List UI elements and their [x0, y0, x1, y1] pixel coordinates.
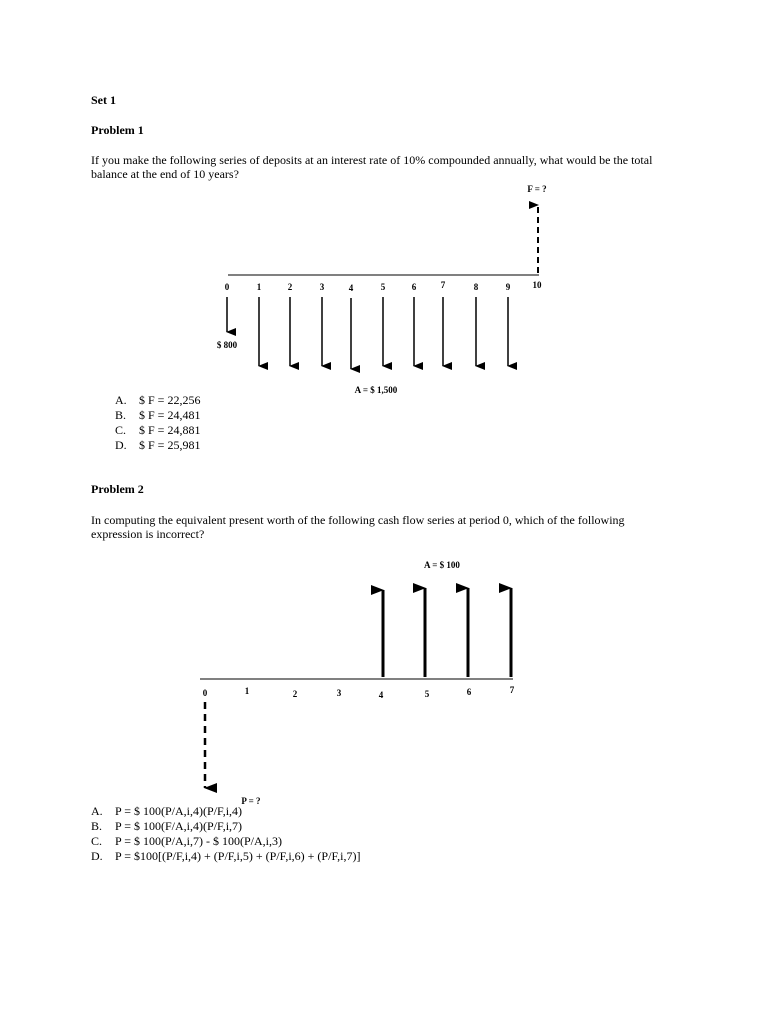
- set-title: Set 1: [91, 93, 116, 107]
- period-label: 4: [348, 283, 354, 293]
- period-label: 6: [411, 282, 417, 292]
- problem-2-options: [91, 804, 360, 864]
- problem-2-question: In computing the equivalent present worth of the following cash flow series at period 0, which of the following expression is incorrect?: [91, 513, 625, 541]
- problem-1-question: If you make the following series of deposits at an interest rate of 10% compounded annually, what would be the total balance at the end of 10 years?: [91, 153, 653, 181]
- period-label: 0: [202, 688, 208, 698]
- problem-2-cash-flow-diagram: [0, 550, 768, 810]
- option-d[interactable]: D. $ F = 25,981: [115, 438, 201, 452]
- present-worth-label: P = ?: [241, 796, 261, 806]
- period-label: 8: [473, 282, 479, 292]
- option-c[interactable]: C. $ F = 24,881: [115, 423, 201, 437]
- annuity-label: A = $ 100: [424, 560, 460, 570]
- period-label: 3: [336, 688, 342, 698]
- period-label: 9: [505, 282, 511, 292]
- option-b[interactable]: B. P = $ 100(F/A,i,4)(P/F,i,7): [91, 819, 243, 833]
- option-c[interactable]: C. P = $ 100(P/A,i,7) - $ 100(P/A,i,3): [91, 834, 282, 848]
- initial-deposit-label: $ 800: [216, 340, 238, 350]
- period-label: 0: [224, 282, 230, 292]
- period-label: 1: [244, 686, 250, 696]
- problem-1-cash-flow-diagram: [0, 180, 768, 400]
- period-label: 5: [424, 689, 430, 699]
- period-label: 1: [256, 282, 262, 292]
- period-label: 10: [532, 280, 542, 290]
- period-label: 7: [509, 685, 515, 695]
- problem-2-title: Problem 2: [91, 482, 144, 496]
- period-label: 7: [440, 280, 446, 290]
- option-d[interactable]: D. P = $100[(P/F,i,4) + (P/F,i,5) + (P/F,i,6) + (P/F,i,7)]: [91, 849, 361, 863]
- period-label: 2: [287, 282, 293, 292]
- period-label: 4: [378, 690, 384, 700]
- future-value-label: F = ?: [527, 184, 547, 194]
- period-label: 2: [292, 689, 298, 699]
- option-a[interactable]: A. $ F = 22,256: [115, 393, 201, 407]
- period-label: 3: [319, 282, 325, 292]
- period-label: 5: [380, 282, 386, 292]
- option-a[interactable]: A. P = $ 100(P/A,i,4)(P/F,i,4): [91, 804, 243, 818]
- problem-1-options: [115, 393, 200, 453]
- option-b[interactable]: B. $ F = 24,481: [115, 408, 201, 422]
- period-label: 6: [466, 687, 472, 697]
- annuity-label: A = $ 1,500: [354, 385, 398, 395]
- problem-1-title: Problem 1: [91, 123, 144, 137]
